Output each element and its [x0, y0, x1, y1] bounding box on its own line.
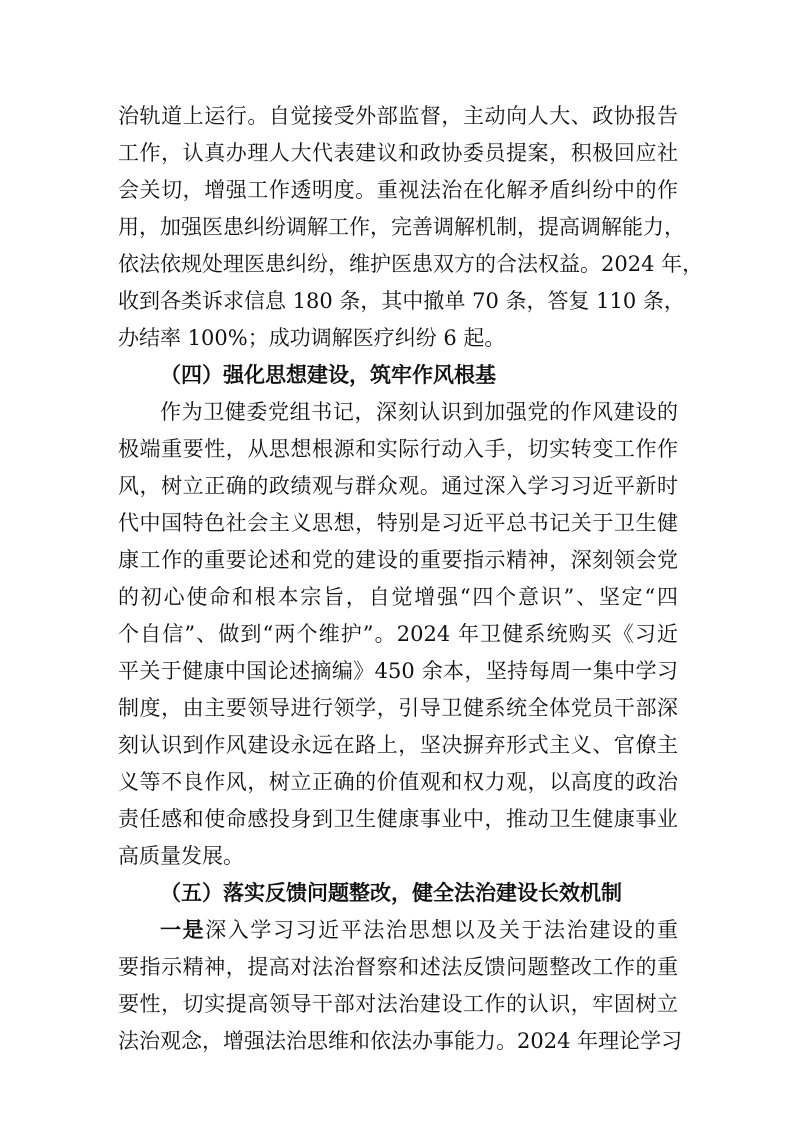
text-line: 风，树立正确的政绩观与群众观。通过深入学习习近平新时	[118, 474, 678, 498]
text-line	[118, 912, 678, 949]
text-line: 治轨道上运行。自觉接受外部监督，主动向人大、政协报告	[118, 104, 678, 128]
text-line: 用，加强医患纠纷调解工作，完善调解机制，提高调解能力，	[118, 215, 685, 239]
section-heading-5: （五）落实反馈问题整改，健全法治建设长效机制	[160, 881, 622, 905]
text-line: 康工作的重要论述和党的建设的重要指示精神，深刻领会党	[118, 548, 678, 572]
text-line: 会关切，增强工作透明度。重视法治在化解矛盾纠纷中的作	[118, 178, 678, 202]
text-line: 极端重要性，从思想根源和实际行动入手，切实转变工作作	[118, 437, 678, 461]
text-line: 制度，由主要领导进行领学，引导卫健系统全体党员干部深	[118, 696, 678, 720]
text-line: 代中国特色社会主义思想，特别是习近平总书记关于卫生健	[118, 511, 678, 535]
text-line: 平关于健康中国论述摘编》450 余本，坚持每周一集中学习	[118, 659, 678, 683]
text-line: 高质量发展。	[118, 844, 244, 868]
text-line: 要性，切实提高领导干部对法治建设工作的认识，牢固树立	[118, 992, 678, 1016]
text-line	[118, 394, 678, 431]
text-line: 义等不良作风，树立正确的价值观和权力观，以高度的政治	[118, 770, 678, 794]
text-line: 刻认识到作风建设永远在路上，坚决摒弃形式主义、官僚主	[118, 733, 678, 757]
text-line: 的初心使命和根本宗旨，自觉增强“四个意识”、坚定“四	[118, 585, 678, 609]
text-line: 依法依规处理医患纠纷，维护医患双方的合法权益。2024 年，	[118, 252, 704, 276]
text-line: 法治观念，增强法治思维和依法办事能力。2024 年理论学习	[118, 1029, 683, 1053]
text-line: 个自信”、做到“两个维护”。2024 年卫健系统购买《习近	[118, 622, 678, 646]
text-line: 责任感和使命感投身到卫生健康事业中，推动卫生健康事业	[118, 807, 678, 831]
document-body	[118, 98, 704, 1060]
text-line: 收到各类诉求信息 180 条，其中撤单 70 条，答复 110 条，	[118, 289, 685, 313]
text-line-content: 深入学习习近平法治思想以及关于法治建设的重	[205, 918, 679, 942]
text-line: 办结率 100%；成功调解医疗纠纷 6 起。	[118, 326, 506, 350]
text-line-content: 作为卫健委党组书记，深刻认识到加强党的作风建设的	[160, 400, 678, 424]
section-heading-4: （四）强化思想建设，筑牢作风根基	[160, 363, 496, 387]
text-line: 要指示精神，提高对法治督察和述法反馈问题整改工作的重	[118, 955, 678, 979]
paragraph-lead: 一是	[160, 918, 206, 942]
text-line: 工作，认真办理人大代表建议和政协委员提案，积极回应社	[118, 141, 678, 165]
